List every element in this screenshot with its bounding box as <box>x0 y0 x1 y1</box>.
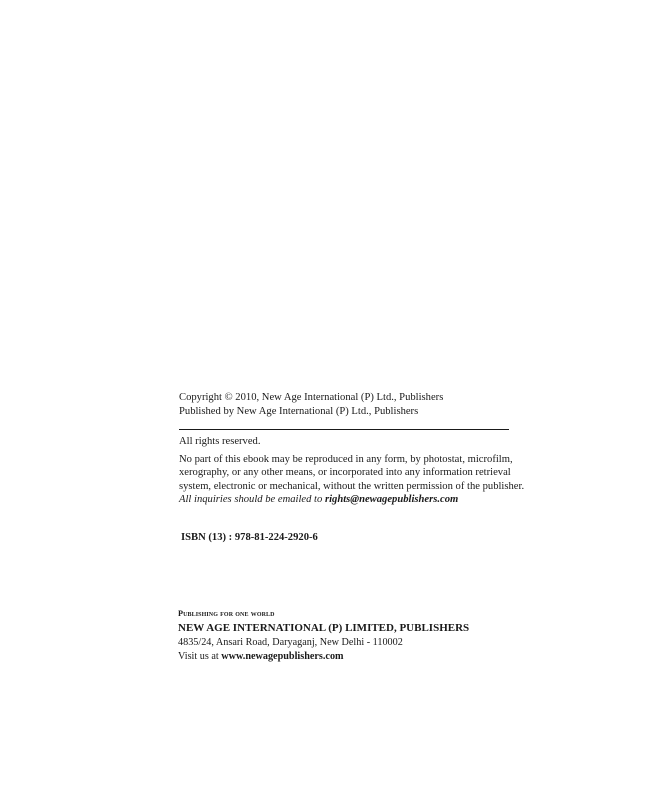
rights-section <box>179 435 529 507</box>
inquiries-text: All inquiries should be emailed to <box>179 494 325 506</box>
publisher-website: www.newagepublishers.com <box>221 650 344 662</box>
publisher-website-line <box>178 650 538 664</box>
legal-line: xerography, or any other means, or incorporated into any information retrieval <box>179 467 511 479</box>
published-by-line: Published by New Age International (P) Ltd., Publishers <box>179 406 419 417</box>
publisher-name: NEW AGE INTERNATIONAL (P) LIMITED, PUBLISHERS <box>178 622 470 634</box>
publisher-tagline: Publishing for one world <box>178 609 275 618</box>
copyright-line: Copyright © 2010, New Age International (P) Ltd., Publishers <box>179 392 444 403</box>
rights-email: rights@newagepublishers.com <box>324 494 459 506</box>
visit-text: Visit us at <box>178 650 222 662</box>
legal-disclaimer <box>179 453 524 494</box>
publisher-address: 4835/24, Ansari Road, Daryaganj, New Delhi - 110002 <box>178 637 403 648</box>
rights-reserved-text: All rights reserved. <box>179 436 261 447</box>
publisher-info <box>178 609 538 663</box>
legal-line: No part of this ebook may be reproduced in any form, by photostat, microfilm, <box>179 453 513 465</box>
copyright-notice <box>179 391 539 419</box>
inquiries-line <box>179 493 529 507</box>
divider-rule <box>179 429 509 430</box>
isbn-number: ISBN (13) : 978-81-224-2920-6 <box>181 532 318 543</box>
legal-line: system, electronic or mechanical, without the written permission of the publisher. <box>179 480 525 492</box>
